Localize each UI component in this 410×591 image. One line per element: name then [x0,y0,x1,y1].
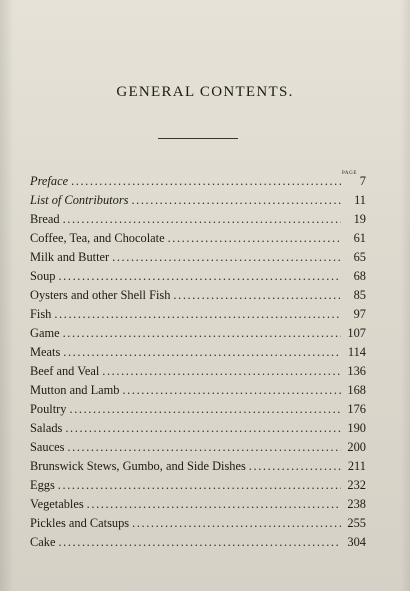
dot-leader [122,381,341,400]
toc-entry-page: 255 [347,516,366,530]
toc-entry-title: Sauces [30,440,65,454]
toc-entry-title: Meats [30,345,61,359]
toc-entry-page: 238 [347,497,366,511]
toc-entry-page: 97 [353,307,366,321]
toc-entry [30,172,366,191]
dot-leader [132,514,341,533]
toc-entry [30,362,366,381]
dot-leader [67,438,341,457]
toc-entry-title: List of Contributors [30,193,129,207]
toc-entry [30,343,366,362]
toc-entry [30,229,366,248]
toc-entry [30,286,366,305]
toc-entry-title: Mutton and Lamb [30,383,120,397]
toc-entry-page: 19 [353,212,366,226]
title-divider [158,138,238,139]
toc-entry-page: 65 [353,250,366,264]
toc-entry [30,400,366,419]
toc-entry-title: Pickles and Catsups [30,516,130,530]
toc-entry-title: Eggs [30,478,55,492]
toc-entry-title: Soup [30,269,56,283]
table-of-contents [30,172,366,552]
toc-entry [30,457,366,476]
toc-entry [30,381,366,400]
toc-entry-page: 304 [347,535,366,549]
toc-entry-title: Beef and Veal [30,364,100,378]
toc-entry-page: 61 [353,231,366,245]
toc-entry [30,305,366,324]
toc-entry [30,514,366,533]
toc-entry [30,419,366,438]
dot-leader [70,400,342,419]
toc-entry-title: Cake [30,535,56,549]
toc-entry-title: Oysters and other Shell Fish [30,288,171,302]
toc-entry-page: 232 [347,478,366,492]
page-column-label: PAGE [342,171,357,176]
toc-entry [30,438,366,457]
dot-leader [112,248,341,267]
toc-entry-page: 107 [347,326,366,340]
toc-entry-title: Game [30,326,60,340]
toc-entry-title: Bread [30,212,60,226]
toc-entry-page: 136 [347,364,366,378]
toc-entry-page: 85 [353,288,366,302]
dot-leader [173,286,341,305]
dot-leader [63,343,341,362]
toc-entry-title: Brunswick Stews, Gumbo, and Side Dishes [30,459,246,473]
toc-entry-title: Fish [30,307,52,321]
toc-entry-page: 168 [347,383,366,397]
toc-entry-page: 211 [347,459,366,473]
toc-entry [30,476,366,495]
dot-leader [87,495,341,514]
dot-leader [131,191,341,210]
toc-entry [30,248,366,267]
toc-entry [30,533,366,552]
toc-entry-title: Salads [30,421,63,435]
dot-leader [58,267,341,286]
dot-leader [168,229,341,248]
dot-leader [58,476,341,495]
dot-leader [102,362,341,381]
toc-entry-title: Milk and Butter [30,250,110,264]
toc-entry [30,267,366,286]
dot-leader [65,419,341,438]
toc-entry [30,210,366,229]
dot-leader [63,324,341,343]
dot-leader [249,457,341,476]
page-title: GENERAL CONTENTS. [116,84,294,100]
toc-entry [30,495,366,514]
toc-entry [30,324,366,343]
toc-entry-page: 114 [347,345,366,359]
dot-leader [58,533,341,552]
toc-entry-title: Coffee, Tea, and Chocolate [30,231,165,245]
dot-leader [63,210,341,229]
toc-entry-title: Preface [30,174,69,188]
toc-entry-page: 176 [347,402,366,416]
toc-entry-title: Poultry [30,402,67,416]
toc-entry-page: 11 [354,193,366,207]
toc-entry-page: 7 [359,174,366,188]
toc-entry [30,191,366,210]
toc-entry-page: 68 [353,269,366,283]
toc-entry-page: 190 [347,421,366,435]
toc-entry-page: 200 [347,440,366,454]
dot-leader [54,305,341,324]
dot-leader [71,172,341,191]
toc-entry-title: Vegetables [30,497,84,511]
